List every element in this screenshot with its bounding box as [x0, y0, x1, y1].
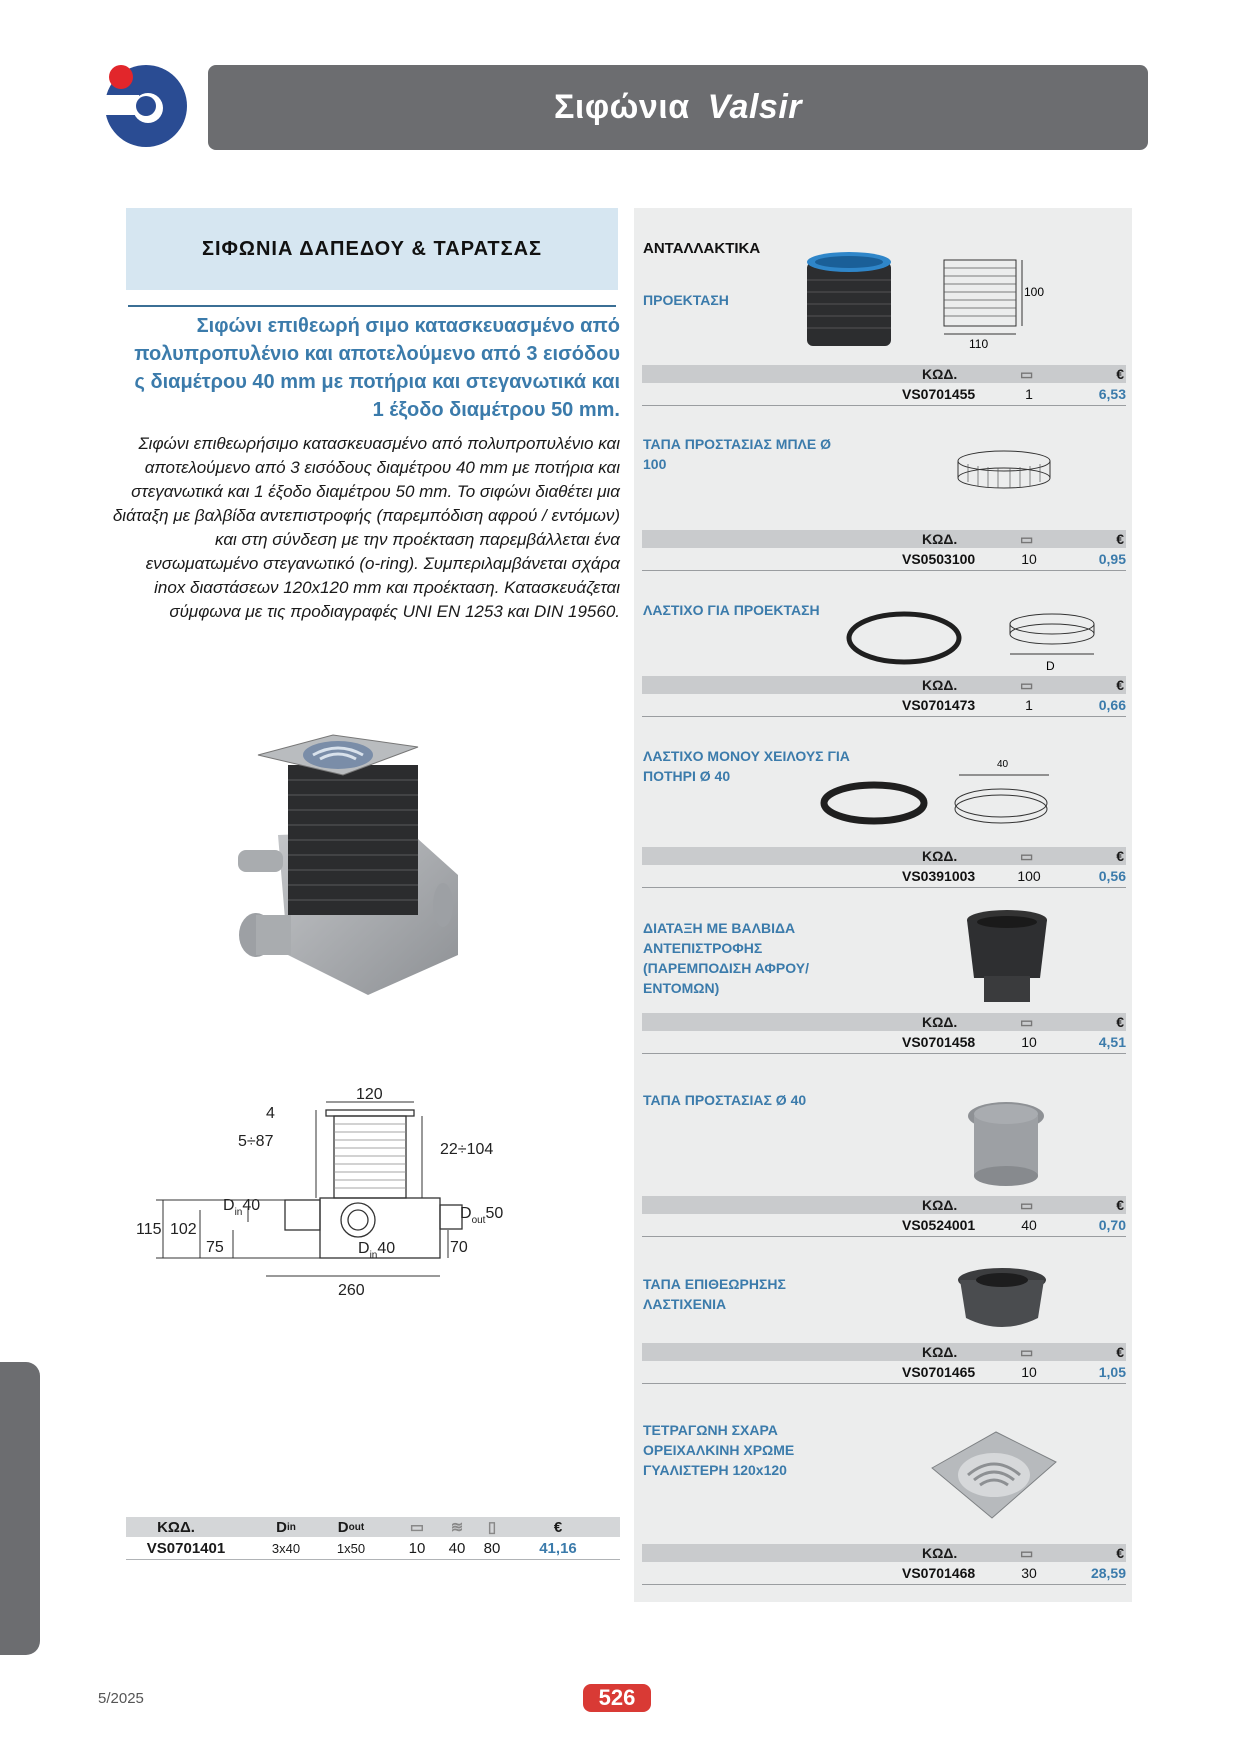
- item-label: ΤΑΠΑ ΕΠΙΘΕΩΡΗΣΗΣ ΛΑΣΤΙΧΕΝΙΑ: [643, 1276, 786, 1312]
- main-table-header: [126, 1517, 620, 1537]
- table-row: [642, 1214, 1126, 1237]
- box-icon: ▭: [409, 1519, 425, 1536]
- gasket-drawing: [1004, 608, 1104, 674]
- dim-width: 110: [969, 337, 989, 351]
- item-code: VS0701458: [902, 1034, 976, 1050]
- item-label: ΤΑΠΑ ΠΡΟΣΤΑΣΙΑΣ Ø 40: [643, 1092, 807, 1108]
- header-code: ΚΩΔ.: [922, 1014, 958, 1030]
- item-code: VS0391003: [902, 868, 976, 884]
- spare-table: [642, 676, 1126, 717]
- header-eur: €: [1116, 1344, 1124, 1360]
- header-eur: €: [1116, 531, 1124, 547]
- product-headline: Σιφώνι επιθεωρή σιμο κατασκευασμένο από πολυπροπυλένιο και αποτελούμενο από 3 εισόδου ς διαμέτρου 40 mm με ποτήρια και στεγανωτικά και 1 έξοδο διαμέτρου 50 mm.: [134, 315, 620, 421]
- box-icon: ▭: [1020, 1196, 1034, 1213]
- header-eur: €: [1116, 1197, 1124, 1213]
- spare-table-header: [642, 676, 1126, 694]
- header-eur: €: [553, 1518, 563, 1536]
- dim-din-label-a: $D_{in}40$: [223, 1197, 261, 1218]
- header-code: ΚΩΔ.: [922, 677, 958, 693]
- spare-parts-panel: [634, 208, 1132, 1602]
- brass-grate-photo: [924, 1430, 1064, 1520]
- box-icon: ▭: [1020, 1544, 1034, 1561]
- header-code: ΚΩΔ.: [157, 1518, 195, 1536]
- table-row: [642, 383, 1126, 406]
- item-price: 28,59: [1090, 1565, 1126, 1581]
- pallet-icon: ≋: [450, 1519, 464, 1536]
- item-qty: 1: [1025, 697, 1033, 713]
- header-code: ΚΩΔ.: [922, 366, 958, 382]
- table-row: [642, 1361, 1126, 1384]
- box-icon: ▭: [1020, 530, 1034, 547]
- item-qty: 40: [1021, 1217, 1037, 1233]
- row-price: 41,16: [539, 1539, 577, 1557]
- spare-table-header: [642, 1343, 1126, 1361]
- box-icon: ▭: [1020, 847, 1034, 864]
- row-q1: 10: [408, 1539, 426, 1557]
- extension-drawing: [934, 250, 1044, 350]
- lip-seal-drawing: [949, 753, 1059, 833]
- box-icon: ▭: [1020, 676, 1034, 693]
- row-dout: 1x50: [336, 1540, 366, 1556]
- item-label: ΔΙΑΤΑΞΗ ΜΕ ΒΑΛΒΙΔΑ ΑΝΤΕΠΙΣΤΡΟΦΗΣ (ΠΑΡΕΜΠΟΔΙΣΗ ΑΦΡΟΥ/ ΕΝΤΟΜΩΝ): [643, 920, 809, 996]
- item-code: VS0701455: [902, 386, 976, 402]
- item-code: VS0701468: [902, 1565, 976, 1581]
- item-price: 1,05: [1098, 1364, 1126, 1380]
- company-logo: [105, 65, 187, 147]
- item-qty: 10: [1021, 1034, 1037, 1050]
- blue-cap-drawing: [954, 446, 1054, 496]
- dim-75: 75: [206, 1239, 224, 1256]
- table-row: [126, 1537, 620, 1560]
- header-dout: D out: [337, 1518, 365, 1536]
- dim-5-87: 5÷87: [238, 1133, 274, 1150]
- item-qty: 30: [1021, 1565, 1037, 1581]
- item-price: 0,70: [1098, 1217, 1126, 1233]
- gasket-photo: [844, 608, 964, 668]
- category-box: [126, 208, 618, 290]
- dim-70: 70: [450, 1239, 468, 1256]
- table-row: [642, 865, 1126, 888]
- extension-photo: [804, 250, 894, 350]
- footer-date: 5/2025: [98, 1690, 144, 1707]
- dim-din-label-b: $D_{in}40$: [358, 1240, 396, 1261]
- carton-icon: ▯: [487, 1519, 497, 1536]
- spare-table-header: [642, 530, 1126, 548]
- title-text: Σιφώνια: [553, 88, 690, 126]
- header-code: ΚΩΔ.: [922, 531, 958, 547]
- side-tab: [0, 1362, 40, 1655]
- main-product-table: [126, 1517, 620, 1560]
- item-code: VS0524001: [902, 1217, 976, 1233]
- header-eur: €: [1116, 1545, 1124, 1561]
- dimension-drawing: [136, 1086, 548, 1310]
- row-q2: 40: [448, 1539, 466, 1557]
- header-code: ΚΩΔ.: [922, 848, 958, 864]
- table-row: [642, 548, 1126, 571]
- divider: [128, 305, 616, 307]
- dim-102: 102: [170, 1221, 197, 1238]
- spare-table-header: [642, 1544, 1126, 1562]
- header-bar: [208, 65, 1148, 150]
- item-price: 6,53: [1098, 386, 1126, 402]
- dim-40: 40: [997, 759, 1009, 770]
- spare-table: [642, 1343, 1126, 1384]
- page-number: 526: [583, 1684, 651, 1712]
- item-qty: 10: [1021, 551, 1037, 567]
- spare-table: [642, 1196, 1126, 1237]
- spare-parts-title: ΑΝΤΑΛΛΑΚΤΙΚΑ: [643, 240, 761, 257]
- header-eur: €: [1116, 1014, 1124, 1030]
- item-code: VS0503100: [902, 551, 976, 567]
- spare-table: [642, 1013, 1126, 1054]
- row-code: VS0701401: [146, 1539, 226, 1557]
- dim-22-104: 22÷104: [440, 1141, 494, 1158]
- item-label: ΤΕΤΡΑΓΩΝΗ ΣΧΑΡΑ ΟΡΕΙΧΑΛΚΙΝΗ ΧΡΩΜΕ ΓΥΑΛΙΣΤΕΡΗ 120x120: [643, 1422, 795, 1478]
- header-code: ΚΩΔ.: [922, 1545, 958, 1561]
- header-eur: €: [1116, 848, 1124, 864]
- item-price: 0,56: [1098, 868, 1126, 884]
- item-qty: 1: [1025, 386, 1033, 402]
- item-code: VS0701465: [902, 1364, 976, 1380]
- item-label: ΛΑΣΤΙΧΟ ΜΟΝΟΥ ΧΕΙΛΟΥΣ ΓΙΑ ΠΟΤΗΡΙ Ø 40: [643, 748, 850, 784]
- row-din: 3x40: [271, 1540, 301, 1556]
- page-title: [554, 88, 802, 127]
- brand-text: Valsir: [707, 88, 802, 126]
- lip-seal-photo: [819, 778, 929, 828]
- item-label: ΠΡΟΕΚΤΑΣΗ: [643, 292, 729, 308]
- item-label: ΛΑΣΤΙΧΟ ΓΙΑ ΠΡΟΕΚΤΑΣΗ: [643, 602, 820, 618]
- table-row: [642, 1031, 1126, 1054]
- rubber-plug-photo: [952, 1266, 1052, 1336]
- spare-table-header: [642, 847, 1126, 865]
- header-code: ΚΩΔ.: [922, 1344, 958, 1360]
- box-icon: ▭: [1020, 1343, 1034, 1360]
- check-valve-photo: [962, 908, 1052, 1008]
- dim-4: 4: [266, 1105, 275, 1122]
- header-code: ΚΩΔ.: [922, 1197, 958, 1213]
- header-eur: €: [1116, 677, 1124, 693]
- header-eur: €: [1116, 366, 1124, 382]
- spare-table: [642, 365, 1126, 406]
- item-code: VS0701473: [902, 697, 976, 713]
- dim-height: 100: [1024, 285, 1045, 299]
- item-price: 4,51: [1098, 1034, 1126, 1050]
- cap-40-photo: [966, 1098, 1046, 1188]
- item-price: 0,95: [1098, 551, 1126, 567]
- spare-table: [642, 847, 1126, 888]
- spare-table: [642, 530, 1126, 571]
- spare-table-header: [642, 1196, 1126, 1214]
- item-label: ΤΑΠΑ ΠΡΟΣΤΑΣΙΑΣ ΜΠΛΕ Ø 100: [643, 436, 832, 472]
- box-icon: ▭: [1020, 1013, 1034, 1030]
- product-description: Σιφώνι επιθεωρήσιμο κατασκευασμένο από πολυπροπυλένιο και αποτελούμενο από 3 εισόδους διαμέτρου 40 mm με ποτήρια και στεγανωτικά και 1 έξοδο διαμέτρου 50 mm. Το σιφώνι διαθέτει μια διάταξη με βαλβίδα αντεπιστροφής (παρεμπόδιση αφρού / εντόμων) και στη σύνδεση με την προέκταση παρεμβάλλεται ένα ενσωματωμένο στεγανωτικό (o-ring). Συμπεριλαμβάνεται σχάρα inox διαστάσεων 120x120 mm και προέκταση. Κατασκευάζεται σύμφωνα με τις προδιαγραφές UNI EN 1253 και DIN 19560.: [112, 434, 620, 621]
- item-price: 0,66: [1098, 697, 1126, 713]
- spare-table: [642, 1544, 1126, 1585]
- box-icon: ▭: [1020, 365, 1034, 382]
- dim-260: 260: [338, 1282, 365, 1299]
- header-din: D in: [276, 1518, 296, 1536]
- dim-d: D: [1046, 659, 1055, 673]
- item-qty: 10: [1021, 1364, 1037, 1380]
- category-title: ΣΙΦΩΝΙΑ ΔΑΠΕΔΟΥ & ΤΑΡΑΤΣΑΣ: [201, 237, 543, 260]
- dim-115: 115: [136, 1221, 162, 1238]
- table-row: [642, 1562, 1126, 1585]
- dim-dout-label: $D_{out}50$: [460, 1205, 504, 1226]
- item-qty: 100: [1017, 868, 1041, 884]
- spare-table-header: [642, 365, 1126, 383]
- table-row: [642, 694, 1126, 717]
- dim-120: 120: [356, 1086, 383, 1103]
- spare-table-header: [642, 1013, 1126, 1031]
- row-q3: 80: [483, 1539, 501, 1557]
- floor-drain-photo: [238, 735, 498, 997]
